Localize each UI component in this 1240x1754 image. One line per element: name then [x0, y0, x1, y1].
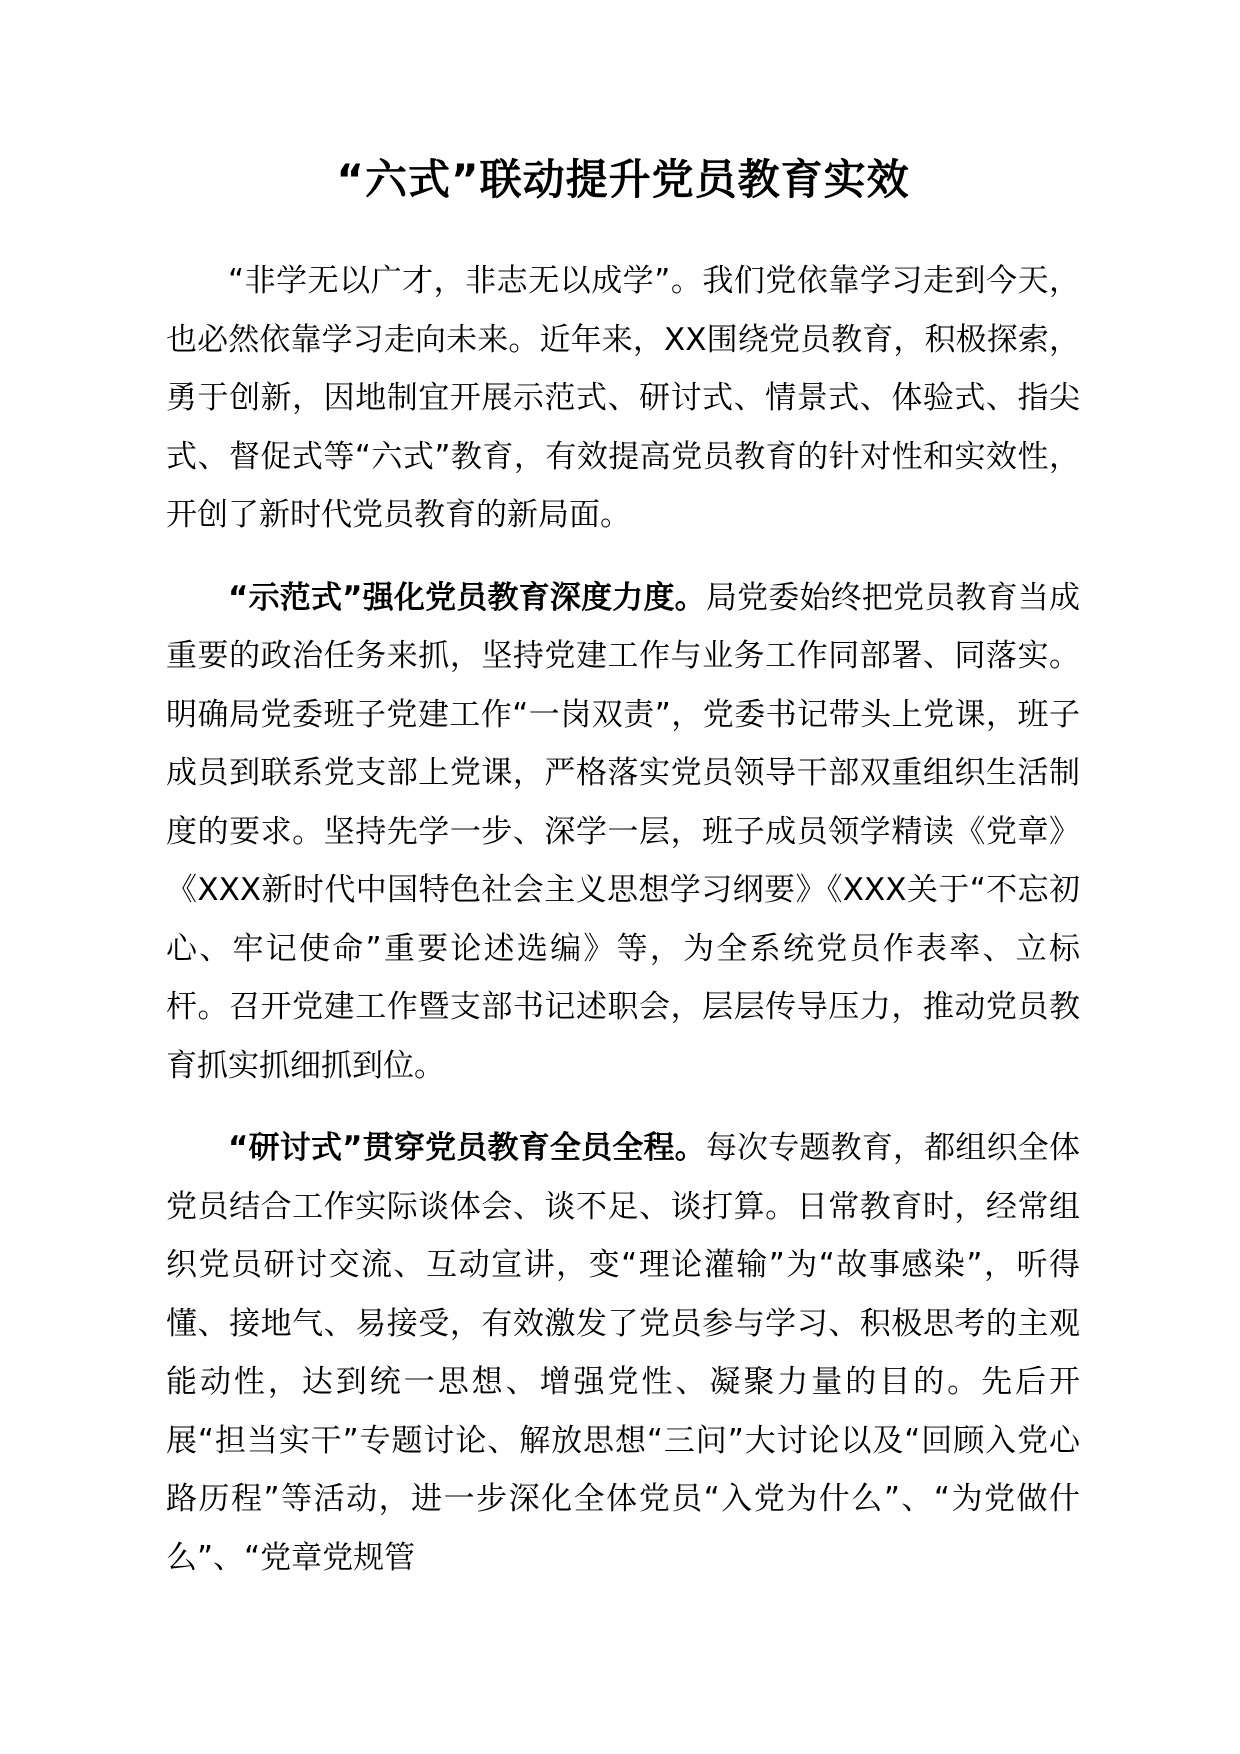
paragraph-discussion — [166, 1119, 1080, 1587]
paragraph-text: 每次专题教育，都组织全体党员结合工作实际谈体会、谈不足、谈打算。日常教育时，经常组织党员研讨交流、互动宣讲，变“理论灌输”为“故事感染”，听得懂、接地气、易接受，有效激发了党员参与学习、积极思考的主观能动性，达到统一思想、增强党性、凝聚力量的目的。先后开展“担当实干”专题讨论、解放思想“三问”大讨论以及“回顾入党心路历程”等活动，进一步深化全体党员“入党为什么”、“为党做什么”、“党章党规管 — [166, 1130, 1080, 1576]
paragraph-intro — [166, 252, 1080, 545]
document-title: “六式”联动提升党员教育实效 — [336, 155, 910, 204]
paragraph-demonstration — [166, 569, 1080, 1096]
paragraph-text: “非学无以广才，非志无以成学”。我们党依靠学习走到今天，也必然依靠学习走向未来。近年来，XX围绕党员教育，积极探索，勇于创新，因地制宜开展示范式、研讨式、情景式、体验式、指尖式、督促式等“六式”教育，有效提高党员教育的针对性和实效性，开创了新时代党员教育的新局面。 — [166, 263, 1080, 533]
paragraph-lead: “示范式”强化党员教育深度力度。 — [228, 579, 706, 616]
paragraph-lead: “研讨式”贯穿党员教育全员全程。 — [228, 1130, 706, 1166]
paragraph-text: 局党委始终把党员教育当成重要的政治任务来抓，坚持党建工作与业务工作同部署、同落实。明确局党委班子党建工作“一岗双责”，党委书记带头上党课，班子成员到联系党支部上党课，严格落实党员领导干部双重组织生活制度的要求。坚持先学一步、深学一层，班子成员领学精读《党章》《XXX新时代中国特色社会主义思想学习纲要》《XXX关于“不忘初心、牢记使命”重要论述选编》等，为全系统党员作表率、立标杆。召开党建工作暨支部书记述职会，层层传导压力，推动党员教育抓实抓细抓到位。 — [166, 579, 1080, 1084]
